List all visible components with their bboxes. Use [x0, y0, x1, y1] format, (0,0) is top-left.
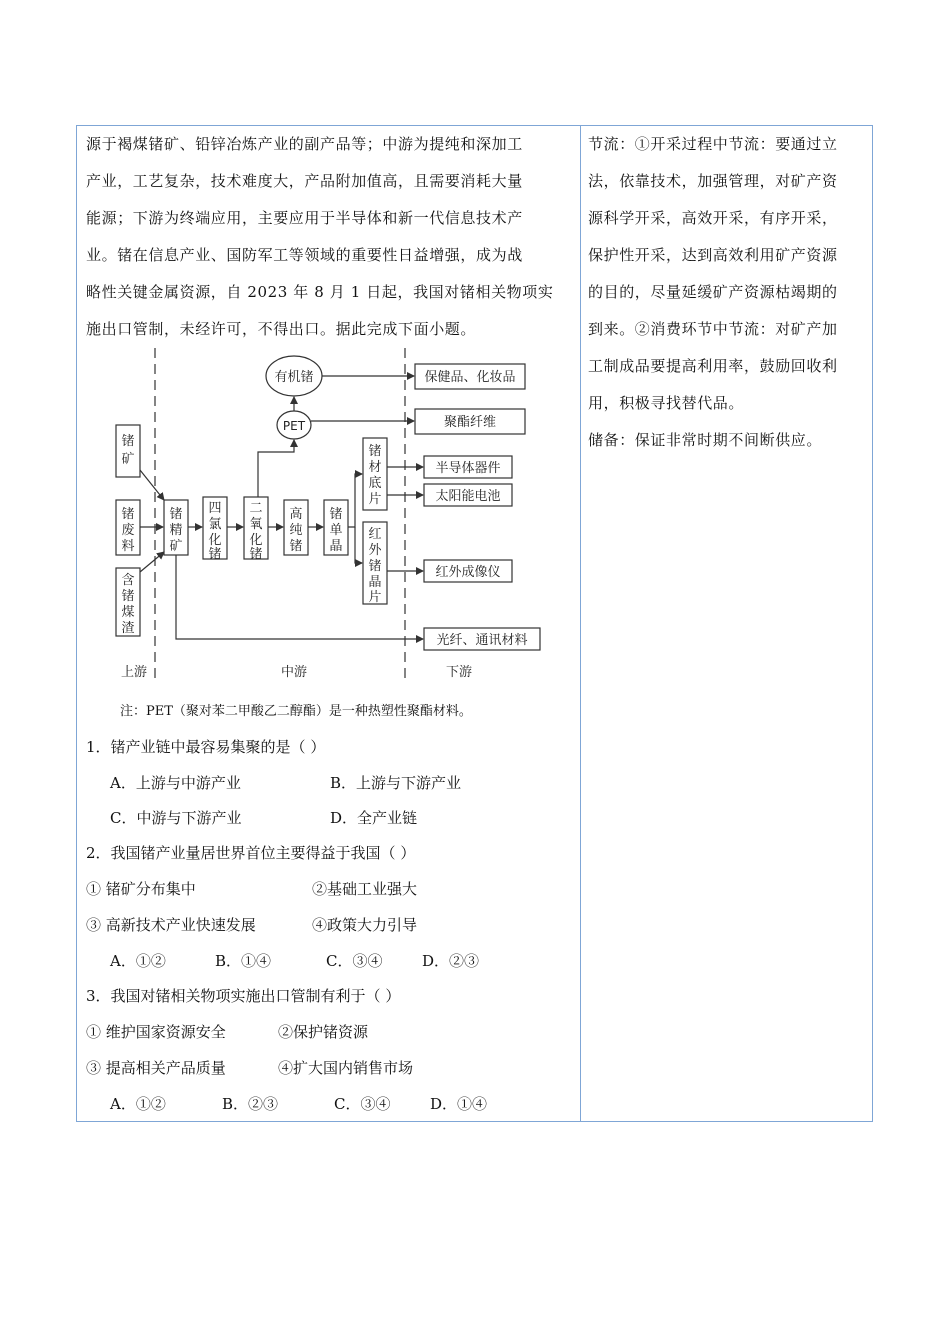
ge-single-crystal-label-3: 晶: [329, 539, 343, 554]
intro-line: 产业，工艺复杂，技术难度大，产品附加值高，且需要消耗大量: [86, 172, 523, 190]
question-3-options: [0, 1093, 600, 1115]
q1-option-c[interactable]: C．中游与下游产业: [110, 809, 242, 827]
ge-single-crystal-label-1: 锗: [329, 507, 343, 522]
pet-label: PET: [282, 419, 306, 433]
ge-dioxide-label-1: 二: [249, 501, 263, 516]
analysis-line: 法，依靠技术，加强管理，对矿产资: [588, 172, 838, 190]
analysis-line: 源科学开采，高效开采，有序开采，: [588, 209, 838, 227]
question-1-stem: 1．锗产业链中最容易集聚的是（ ）: [86, 738, 326, 756]
intro-line: 能源；下游为终端应用，主要应用于半导体和新一代信息技术产: [86, 209, 523, 227]
q2-statement-1: ① 锗矿分布集中: [86, 880, 196, 898]
intro-line: 略性关键金属资源，自 2023 年 8 月 1 日起，我国对锗相关物项实: [86, 283, 554, 301]
semiconductor-label: 半导体器件: [435, 461, 501, 476]
ge-substrate-label-3: 底: [368, 476, 382, 491]
ge-tetrachloride-label-2: 氯: [208, 517, 222, 532]
intro-line: 施出口管制，未经许可，不得出口。据此完成下面小题。: [86, 320, 477, 338]
analysis-line: 到来。②消费环节中节流：对矿产加: [588, 320, 838, 338]
solar-cell-label: 太阳能电池: [435, 489, 501, 504]
flow-arrow: [258, 440, 294, 497]
question-3-stem: 3．我国对锗相关物项实施出口管制有利于（ ）: [86, 987, 401, 1005]
ge-coal-slag-label-3: 煤: [121, 605, 135, 620]
q3-statement-2: ②保护锗资源: [278, 1023, 369, 1041]
ge-dioxide-label-3: 化: [249, 533, 263, 548]
high-purity-ge-label-3: 锗: [289, 539, 303, 554]
ge-coal-slag-label-2: 锗: [121, 589, 135, 604]
ge-waste-label-1: 锗: [121, 507, 135, 522]
ge-tetrachloride-label-1: 四: [208, 501, 222, 516]
ge-ore-box: [116, 425, 140, 477]
q3-statement-1: ① 维护国家资源安全: [86, 1023, 226, 1041]
question-3-statements-row2: [0, 1057, 600, 1079]
ge-ore-label-1: 锗: [121, 434, 135, 449]
midstream-label: 中游: [280, 665, 308, 680]
ir-imager-label: 红外成像仪: [435, 565, 501, 580]
question-2-statements-row1: [0, 878, 600, 900]
flow-arrow: [140, 470, 164, 500]
ge-substrate-label-2: 材: [368, 460, 382, 475]
question-1-options-row1: [0, 772, 600, 794]
ir-ge-wafer-label-5: 片: [368, 590, 382, 605]
ir-ge-wafer-label-4: 晶: [368, 575, 382, 590]
question-1-options-row2: [0, 807, 600, 829]
flow-arrow: [140, 552, 164, 572]
ge-waste-label-2: 废: [121, 523, 135, 538]
analysis-line: 工制成品要提高利用率，鼓励回收利: [588, 357, 838, 375]
question-3-statements-row1: [0, 1021, 600, 1043]
intro-line: 业。锗在信息产业、国防军工等领域的重要性日益增强，成为战: [86, 246, 523, 264]
q1-option-a[interactable]: A．上游与中游产业: [110, 774, 241, 792]
polyester-fiber-label: 聚酯纤维: [443, 415, 497, 430]
q2-statement-3: ③ 高新技术产业快速发展: [86, 916, 256, 934]
ge-coal-slag-label-4: 渣: [121, 621, 135, 636]
high-purity-ge-label-2: 纯: [289, 523, 303, 538]
q3-option-d[interactable]: D．①④: [430, 1095, 488, 1113]
analysis-line: 储备：保证非常时期不间断供应。: [588, 431, 823, 449]
downstream-label: 下游: [445, 665, 473, 680]
ge-single-crystal-label-2: 单: [329, 523, 343, 538]
question-2-statements-row2: [0, 914, 600, 936]
diagram-note: 注：PET（聚对苯二甲酸乙二醇酯）是一种热塑性聚酯材料。: [120, 704, 472, 719]
q2-statement-2: ②基础工业强大: [312, 880, 418, 898]
q3-option-a[interactable]: A．①②: [110, 1095, 166, 1113]
q3-statement-4: ④扩大国内销售市场: [278, 1059, 414, 1077]
healthcare-cosmetics-label: 保健品、化妆品: [424, 370, 516, 385]
ir-ge-wafer-label-2: 外: [368, 543, 382, 558]
flow-arrow: [348, 474, 362, 527]
q2-option-c[interactable]: C．③④: [326, 952, 383, 970]
ge-concentrate-label-1: 锗: [169, 507, 183, 522]
ge-tetrachloride-label-3: 化: [208, 533, 222, 548]
analysis-line: 用，积极寻找替代品。: [588, 394, 745, 412]
ge-waste-label-3: 料: [121, 539, 135, 554]
ir-ge-wafer-label-3: 锗: [368, 559, 382, 574]
ge-concentrate-label-3: 矿: [169, 539, 183, 554]
analysis-line: 节流：①开采过程中节流：要通过立: [588, 135, 838, 153]
q2-statement-4: ④政策大力引导: [312, 916, 418, 934]
analysis-column: [588, 126, 868, 459]
ge-substrate-label-1: 锗: [368, 444, 382, 459]
q1-option-d[interactable]: D．全产业链: [330, 809, 418, 827]
fiber-comm-label: 光纤、通讯材料: [436, 633, 528, 648]
high-purity-ge-label-1: 高: [289, 507, 303, 522]
q1-option-b[interactable]: B．上游与下游产业: [330, 774, 462, 792]
q2-option-b[interactable]: B．①④: [215, 952, 272, 970]
ge-coal-slag-label-1: 含: [121, 573, 135, 588]
q2-option-d[interactable]: D．②③: [422, 952, 480, 970]
ge-dioxide-label-4: 锗: [249, 547, 263, 562]
q2-option-a[interactable]: A．①②: [110, 952, 166, 970]
ge-concentrate-label-2: 精: [169, 523, 183, 538]
ge-substrate-label-4: 片: [368, 492, 382, 507]
upstream-label: 上游: [120, 665, 148, 680]
ge-tetrachloride-label-4: 锗: [208, 547, 222, 562]
q3-statement-3: ③ 提高相关产品质量: [86, 1059, 226, 1077]
ir-ge-wafer-label-1: 红: [368, 527, 382, 542]
question-2-stem: 2．我国锗产业量居世界首位主要得益于我国（ ）: [86, 844, 416, 862]
ge-dioxide-label-2: 氧: [249, 517, 263, 532]
q3-option-b[interactable]: B．②③: [222, 1095, 279, 1113]
intro-line: 源于褐煤锗矿、铅锌冶炼产业的副产品等；中游为提纯和深加工: [86, 135, 523, 153]
organic-ge-label: 有机锗: [274, 370, 314, 385]
analysis-line: 保护性开采，达到高效利用矿产资源: [588, 246, 838, 264]
analysis-line: 的目的，尽量延缓矿产资源枯竭期的: [588, 283, 838, 301]
flow-arrow: [355, 527, 362, 563]
q3-option-c[interactable]: C．③④: [334, 1095, 391, 1113]
ge-ore-label-2: 矿: [121, 452, 135, 467]
question-2-options: [0, 950, 600, 972]
